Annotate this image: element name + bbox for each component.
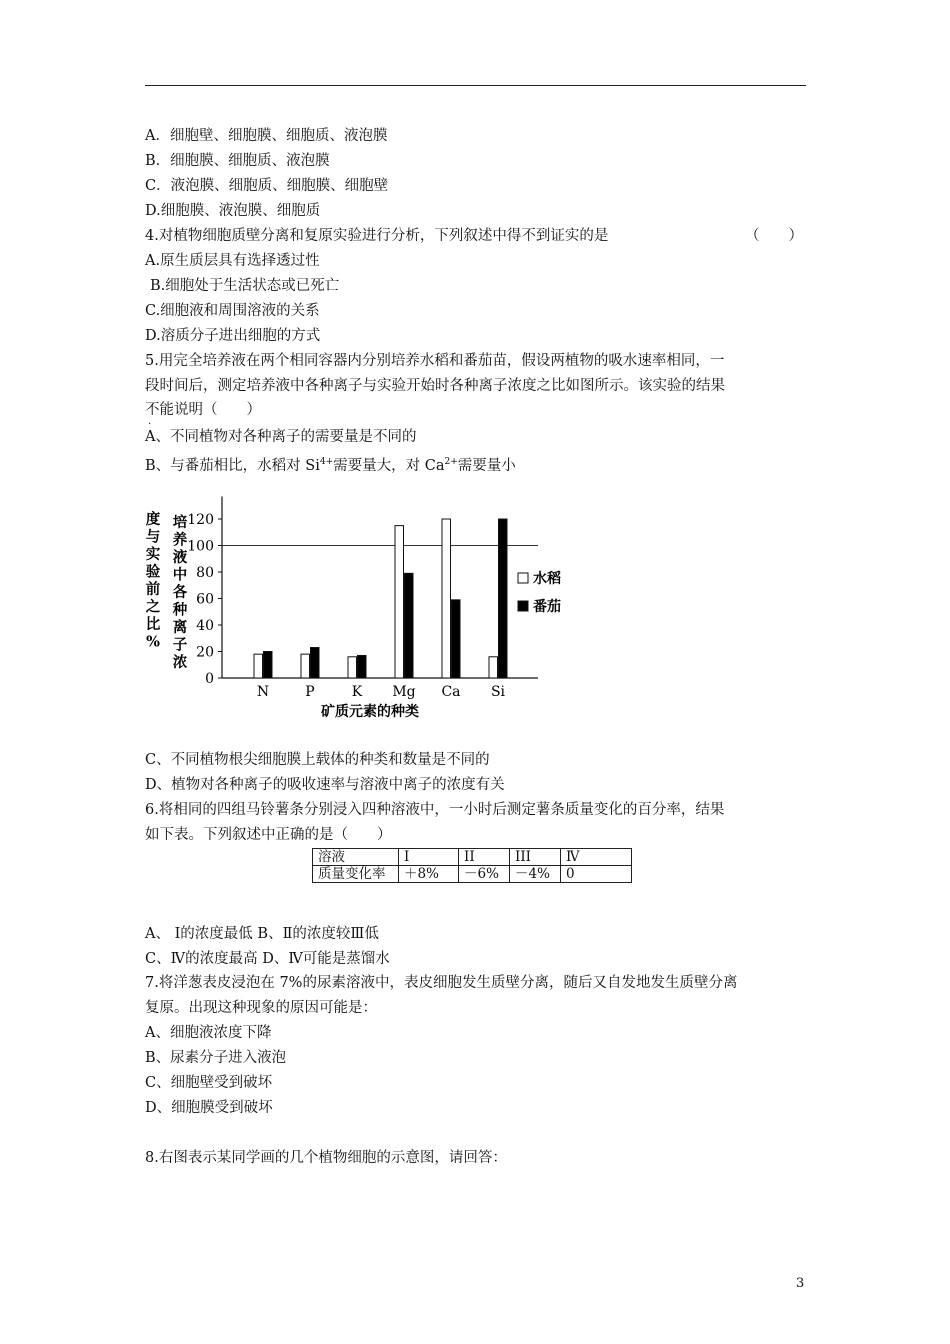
q3-option-c: C．液泡膜、细胞质、细胞膜、细胞壁 xyxy=(145,178,389,194)
q3-option-b: B．细胞膜、细胞质、液泡膜 xyxy=(145,153,330,169)
q5-stem-line-2: 段时间后，测定培养液中各种离子与实验开始时各种离子浓度之比如图所示。该实验的结果 xyxy=(145,378,725,394)
y-tick-label: 80 xyxy=(196,565,214,581)
q4-option-b: B.细胞处于生活状态或已死亡 xyxy=(150,278,340,294)
y-axis-title-col-2: 度与实验前之比% xyxy=(145,511,161,651)
q7-option-c: C、细胞壁受到破坏 xyxy=(145,1075,273,1091)
q7-option-d: D、细胞膜受到破坏 xyxy=(145,1100,273,1116)
table-cell: 溶液 xyxy=(313,849,399,866)
q4-option-c: C.细胞液和周围溶液的关系 xyxy=(145,303,320,319)
q5-option-c: C、不同植物根尖细胞膜上载体的种类和数量是不同的 xyxy=(145,752,490,768)
q5-option-a: A、不同植物对各种离子的需要量是不同的 xyxy=(145,429,417,445)
bar-rice-n xyxy=(254,654,263,678)
y-tick-label: 0 xyxy=(205,671,214,687)
table-cell: 质量变化率 xyxy=(313,866,399,883)
q5-option-b-pre: B、与番茄相比，水稻对 Si xyxy=(145,457,320,474)
table-row xyxy=(313,866,632,883)
q4-answer-blank: （ ） xyxy=(745,228,803,244)
bar-rice-p xyxy=(301,654,310,678)
si-superscript: 4+ xyxy=(319,457,334,467)
q5-stem-line-1: 5.用完全培养液在两个相同容器内分别培养水稻和番茄苗，假设两植物的吸水速率相同，一 xyxy=(145,353,725,369)
table-cell: 0 xyxy=(561,866,632,883)
bar-tomato-n xyxy=(264,652,273,679)
q7-option-b: B、尿素分子进入液泡 xyxy=(145,1050,287,1066)
q7-stem-line-1: 7.将洋葱表皮浸泡在 7%的尿素溶液中，表皮细胞发生质壁分离，随后又自发地发生质壁分离 xyxy=(145,975,738,991)
legend-label-tomato: 番茄 xyxy=(533,599,561,615)
bar-tomato-ca xyxy=(452,600,461,678)
q5-option-b-post: 需要量小 xyxy=(457,457,516,474)
y-tick-label: 40 xyxy=(196,618,214,634)
y-tick-label: 60 xyxy=(196,591,214,608)
page-number: 3 xyxy=(796,1276,805,1291)
bar-tomato-mg xyxy=(405,573,414,678)
table-cell: I xyxy=(399,849,459,866)
q4-option-a: A.原生质层具有选择透过性 xyxy=(145,253,320,269)
q6-stem-line-2: 如下表。下列叙述中正确的是（ ） xyxy=(145,827,392,843)
x-tick-label: K xyxy=(351,684,363,700)
table-cell: Ⅳ xyxy=(561,849,632,866)
chart-legend xyxy=(518,570,561,615)
mass-change-table xyxy=(312,848,632,883)
x-tick-label: N xyxy=(256,684,270,700)
bar-rice-ca xyxy=(442,519,451,678)
legend-label-rice: 水稻 xyxy=(533,571,561,587)
x-axis-title: 矿质元素的种类 xyxy=(321,704,419,720)
chart-axes xyxy=(218,497,538,679)
bar-tomato-k xyxy=(358,655,367,678)
q7-stem-line-2: 复原。出现这种现象的原因可能是： xyxy=(145,1000,377,1016)
x-tick-label: Ca xyxy=(441,684,461,700)
q6-stem-line-1: 6.将相同的四组马铃薯条分别浸入四种溶液中，一小时后测定薯条质量变化的百分率，结果 xyxy=(145,802,725,818)
bar-tomato-p xyxy=(311,648,320,678)
y-axis-title-col-1: 培养液中各种离子浓 xyxy=(172,514,188,671)
x-tick-label: Si xyxy=(490,684,506,700)
q6-options-line-1: A、 Ⅰ的浓度最低 B、Ⅱ的浓度较Ⅲ低 xyxy=(145,926,379,942)
q3-option-d: D.细胞膜、液泡膜、细胞质 xyxy=(145,203,321,219)
x-tick-label: Mg xyxy=(392,684,416,700)
table-cell: －4% xyxy=(510,866,561,883)
x-tick-label: P xyxy=(305,684,315,700)
bar-rice-k xyxy=(348,657,357,678)
y-tick-label: 20 xyxy=(196,644,214,661)
y-tick-label: 120 xyxy=(187,512,214,528)
table-cell: II xyxy=(459,849,510,866)
chart-bars xyxy=(254,519,507,678)
bar-tomato-si xyxy=(499,519,508,678)
ca-superscript: 2+ xyxy=(444,457,458,467)
bar-rice-mg xyxy=(395,526,404,678)
q4-stem: 4.对植物细胞质壁分离和复原实验进行分析，下列叙述中得不到证实的是 xyxy=(145,228,609,244)
q3-option-a: A．细胞壁、细胞膜、细胞质、液泡膜 xyxy=(145,128,388,144)
q4-option-d: D.溶质分子进出细胞的方式 xyxy=(145,328,321,344)
q5-stem-line-3: 不能说明（ ） xyxy=(145,402,261,418)
q7-option-a: A、细胞液浓度下降 xyxy=(145,1025,272,1041)
q8-stem: 8.右图表示某同学画的几个植物细胞的示意图，请回答： xyxy=(145,1150,507,1166)
y-tick-label: 100 xyxy=(187,538,214,555)
legend-swatch-rice xyxy=(518,573,528,583)
q5-option-b-mid: 需要量大，对 Ca xyxy=(333,457,445,474)
q6-options-line-2: C、Ⅳ的浓度最高 D、Ⅳ可能是蒸馏水 xyxy=(145,951,390,967)
emphasis-dot: · xyxy=(148,419,152,430)
q5-option-d: D、植物对各种离子的吸收速率与溶液中离子的浓度有关 xyxy=(145,777,505,793)
table-cell: －6% xyxy=(459,866,510,883)
legend-swatch-tomato xyxy=(518,601,528,611)
bar-rice-si xyxy=(489,657,498,678)
table-cell: III xyxy=(510,849,561,866)
table-cell: ＋8% xyxy=(399,866,459,883)
table-header-row xyxy=(313,849,632,866)
